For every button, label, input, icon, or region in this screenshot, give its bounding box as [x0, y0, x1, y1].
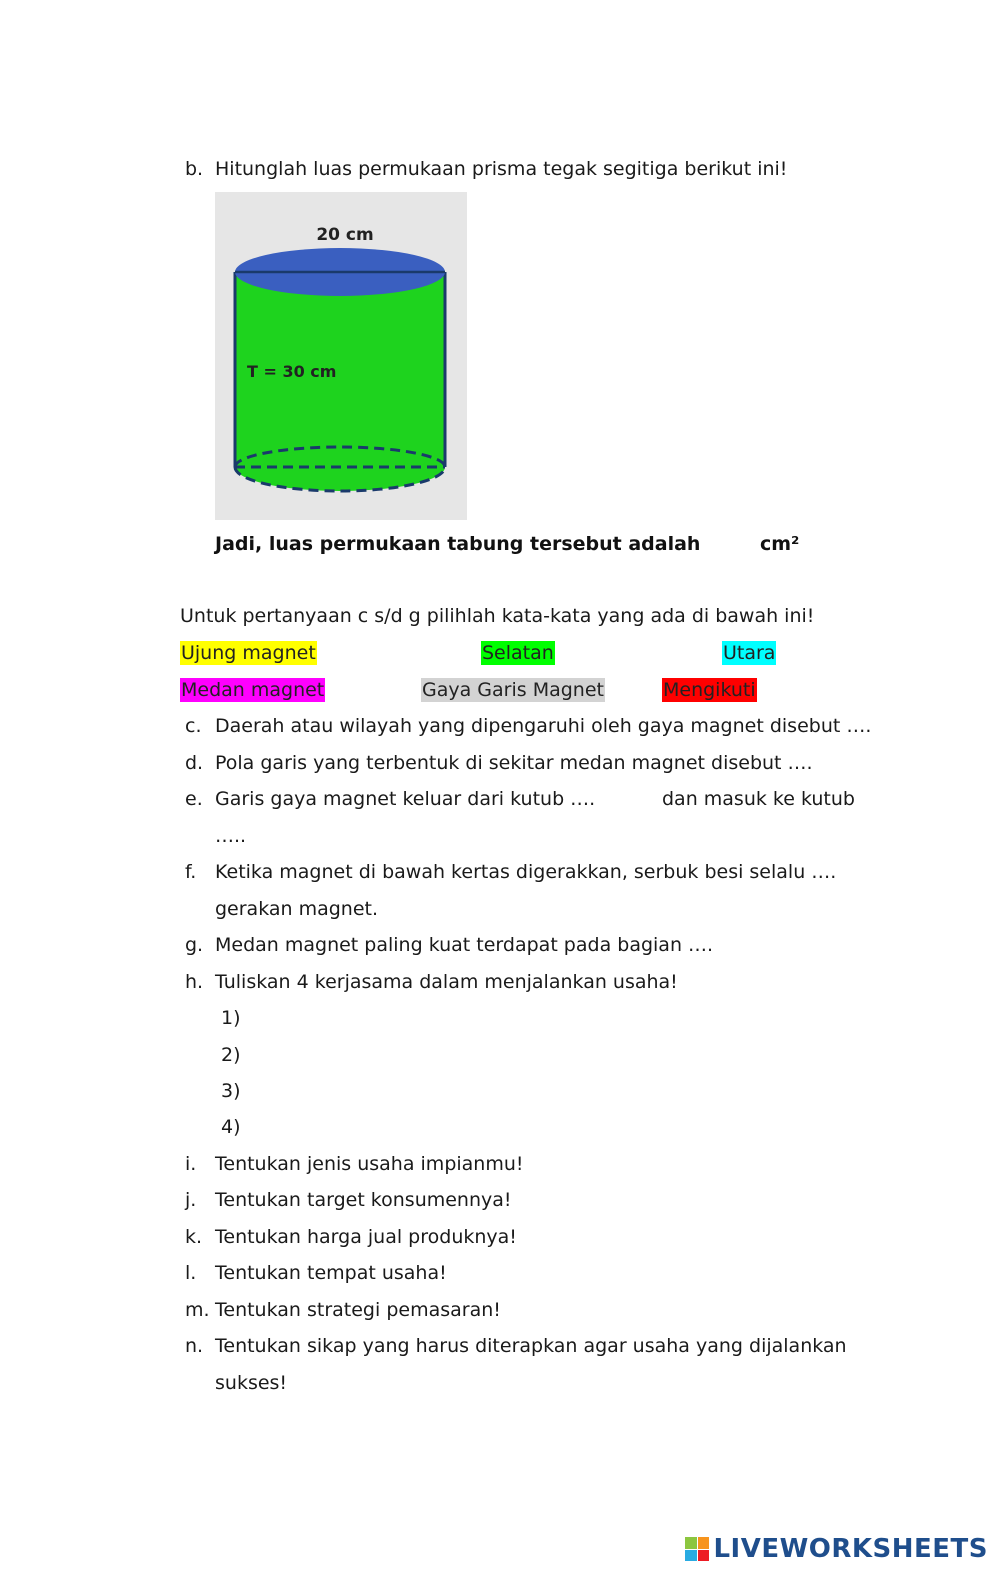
question-marker: j.	[185, 1189, 197, 1211]
answer-unit: cm²	[760, 533, 800, 555]
instruction-text: Untuk pertanyaan c s/d g pilihlah kata-kata yang ada di bawah ini!	[180, 605, 815, 627]
word-bank-item: Medan magnet	[181, 679, 325, 701]
question-marker: l.	[185, 1262, 197, 1284]
question-d-text: Pola garis yang terbentuk di sekitar medan magnet disebut ….	[215, 752, 813, 774]
h-subitem: 1)	[221, 1007, 241, 1029]
question-marker: g.	[185, 934, 204, 956]
question-e-text-3: …..	[215, 825, 247, 847]
diameter-label: 20 cm	[316, 225, 374, 245]
logo-mark-cell	[698, 1550, 710, 1562]
logo-text: LIVEWORKSHEETS	[713, 1534, 988, 1564]
question-l-text: Tentukan tempat usaha!	[215, 1262, 447, 1284]
question-marker: k.	[185, 1226, 203, 1248]
question-marker: f.	[185, 861, 197, 883]
question-n-text-2: sukses!	[215, 1372, 288, 1394]
question-marker: m.	[185, 1299, 210, 1321]
question-marker: n.	[185, 1335, 204, 1357]
question-j-text: Tentukan target konsumennya!	[215, 1189, 512, 1211]
question-n-text: Tentukan sikap yang harus diterapkan agar usaha yang dijalankan	[215, 1335, 847, 1357]
question-f-text-2: gerakan magnet.	[215, 898, 379, 920]
question-f-text: Ketika magnet di bawah kertas digerakkan, serbuk besi selalu ….	[215, 861, 837, 883]
cylinder-body	[235, 272, 445, 491]
word-bank-item: Ujung magnet	[181, 642, 316, 664]
word-bank-item: Gaya Garis Magnet	[422, 679, 604, 701]
h-subitem: 2)	[221, 1044, 241, 1066]
word-bank-item: Utara	[723, 642, 776, 664]
question-marker: i.	[185, 1153, 197, 1175]
logo-mark-cell	[685, 1537, 697, 1549]
question-b-text: Hitunglah luas permukaan prisma tegak segitiga berikut ini!	[215, 158, 788, 180]
liveworksheets-logo	[685, 1534, 988, 1564]
question-e-text: Garis gaya magnet keluar dari kutub ….	[215, 788, 596, 810]
question-b-marker: b.	[185, 158, 204, 180]
word-bank-item: Mengikuti	[663, 679, 756, 701]
question-marker: h.	[185, 971, 204, 993]
question-e-text-2: dan masuk ke kutub	[662, 788, 855, 810]
question-h-text: Tuliskan 4 kerjasama dalam menjalankan usaha!	[215, 971, 678, 993]
h-subitem: 3)	[221, 1080, 241, 1102]
cylinder-figure	[215, 192, 467, 520]
logo-mark-icon	[685, 1537, 709, 1561]
question-marker: e.	[185, 788, 203, 810]
height-label: T = 30 cm	[247, 362, 337, 381]
answer-line-text: Jadi, luas permukaan tabung tersebut adalah	[215, 533, 701, 555]
question-g-text: Medan magnet paling kuat terdapat pada bagian ….	[215, 934, 714, 956]
word-bank-item: Selatan	[482, 642, 554, 664]
question-marker: d.	[185, 752, 204, 774]
logo-mark-cell	[685, 1550, 697, 1562]
cylinder-diagram	[215, 192, 467, 520]
question-marker: c.	[185, 715, 202, 737]
question-m-text: Tentukan strategi pemasaran!	[215, 1299, 501, 1321]
question-i-text: Tentukan jenis usaha impianmu!	[215, 1153, 524, 1175]
question-c-text: Daerah atau wilayah yang dipengaruhi oleh gaya magnet disebut ….	[215, 715, 872, 737]
logo-mark-cell	[698, 1537, 710, 1549]
question-k-text: Tentukan harga jual produknya!	[215, 1226, 517, 1248]
h-subitem: 4)	[221, 1116, 241, 1138]
